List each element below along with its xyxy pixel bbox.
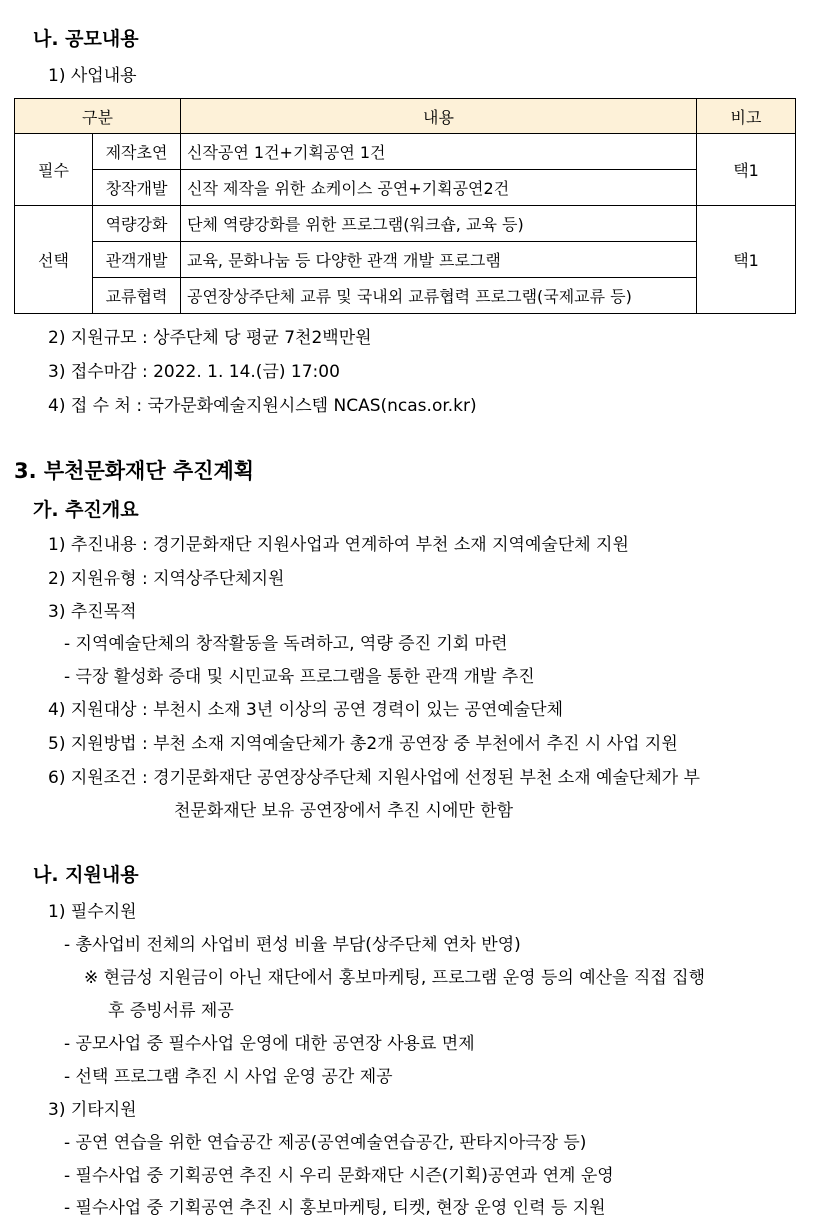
list-item-continuation: 천문화재단 보유 공연장에서 추진 시에만 한함 [174, 801, 514, 821]
list-item-continuation: 후 증빙서류 제공 [108, 1001, 234, 1021]
list-item: 3) 추진목적 [48, 602, 137, 622]
section-heading-recruitment: 나. 공모내용 [33, 28, 139, 50]
list-item: - 총사업비 전체의 사업비 편성 비율 부담(상주단체 연차 반영) [64, 935, 521, 955]
content-cell: 공연장상주단체 교류 및 국내외 교류협력 프로그램(국제교류 등) [181, 278, 697, 314]
content-cell: 신작공연 1건+기획공연 1건 [181, 134, 697, 170]
content-cell: 교육, 문화나눔 등 다양한 관객 개발 프로그램 [181, 242, 697, 278]
list-item: 1) 추진내용 : 경기문화재단 지원사업과 연계하여 부천 소재 지역예술단체 지원 [48, 535, 629, 555]
list-item: 4) 지원대상 : 부천시 소재 3년 이상의 공연 경력이 있는 공연예술단체 [48, 700, 564, 720]
content-cell: 신작 제작을 위한 쇼케이스 공연+기획공연2건 [181, 170, 697, 206]
table-row [15, 134, 796, 170]
content-cell: 단체 역량강화를 위한 프로그램(워크숍, 교육 등) [181, 206, 697, 242]
list-item: 1) 필수지원 [48, 902, 137, 922]
type-cell: 제작초연 [93, 134, 181, 170]
list-item: 3) 기타지원 [48, 1100, 137, 1120]
category-cell: 선택 [15, 206, 93, 314]
list-item: - 지역예술단체의 창작활동을 독려하고, 역량 증진 기회 마련 [64, 634, 508, 654]
note-cell: 택1 [697, 134, 796, 206]
list-item: 4) 접 수 처 : 국가문화예술지원시스템 NCAS(ncas.or.kr) [48, 396, 477, 416]
list-item: 6) 지원조건 : 경기문화재단 공연장상주단체 지원사업에 선정된 부천 소재 예술단체가 부 [48, 768, 700, 788]
list-item: 1) 사업내용 [48, 66, 137, 86]
list-item: - 필수사업 중 기획공연 추진 시 우리 문화재단 시즌(기획)공연과 연계 운영 [64, 1166, 614, 1186]
program-table [14, 98, 796, 314]
table-header-row [15, 99, 796, 134]
list-item: - 선택 프로그램 추진 시 사업 운영 공간 제공 [64, 1067, 393, 1087]
header-category: 구분 [15, 99, 181, 134]
type-cell: 역량강화 [93, 206, 181, 242]
list-item: 2) 지원유형 : 지역상주단체지원 [48, 569, 285, 589]
subsection-heading-overview: 가. 추진개요 [33, 499, 139, 521]
table-row [15, 170, 796, 206]
table-row [15, 206, 796, 242]
type-cell: 교류협력 [93, 278, 181, 314]
list-item: - 공모사업 중 필수사업 운영에 대한 공연장 사용료 면제 [64, 1034, 475, 1054]
list-item-note: ※ 현금성 지원금이 아닌 재단에서 홍보마케팅, 프로그램 운영 등의 예산을 직접 집행 [84, 968, 706, 988]
type-cell: 창작개발 [93, 170, 181, 206]
list-item: 5) 지원방법 : 부천 소재 지역예술단체가 총2개 공연장 중 부천에서 추진 시 사업 지원 [48, 734, 678, 754]
type-cell: 관객개발 [93, 242, 181, 278]
section-heading-plan: 3. 부천문화재단 추진계획 [14, 459, 255, 483]
list-item: - 공연 연습을 위한 연습공간 제공(공연예술연습공간, 판타지아극장 등) [64, 1133, 587, 1153]
table-row [15, 242, 796, 278]
note-cell: 택1 [697, 206, 796, 314]
category-cell: 필수 [15, 134, 93, 206]
header-note: 비고 [697, 99, 796, 134]
list-item: - 극장 활성화 증대 및 시민교육 프로그램을 통한 관객 개발 추진 [64, 667, 535, 687]
table-row [15, 278, 796, 314]
list-item: 3) 접수마감 : 2022. 1. 14.(금) 17:00 [48, 362, 340, 382]
list-item: - 필수사업 중 기획공연 추진 시 홍보마케팅, 티켓, 현장 운영 인력 등 지원 [64, 1198, 606, 1218]
list-item: 2) 지원규모 : 상주단체 당 평균 7천2백만원 [48, 328, 372, 348]
subsection-heading-support: 나. 지원내용 [33, 864, 139, 886]
header-content: 내용 [181, 99, 697, 134]
